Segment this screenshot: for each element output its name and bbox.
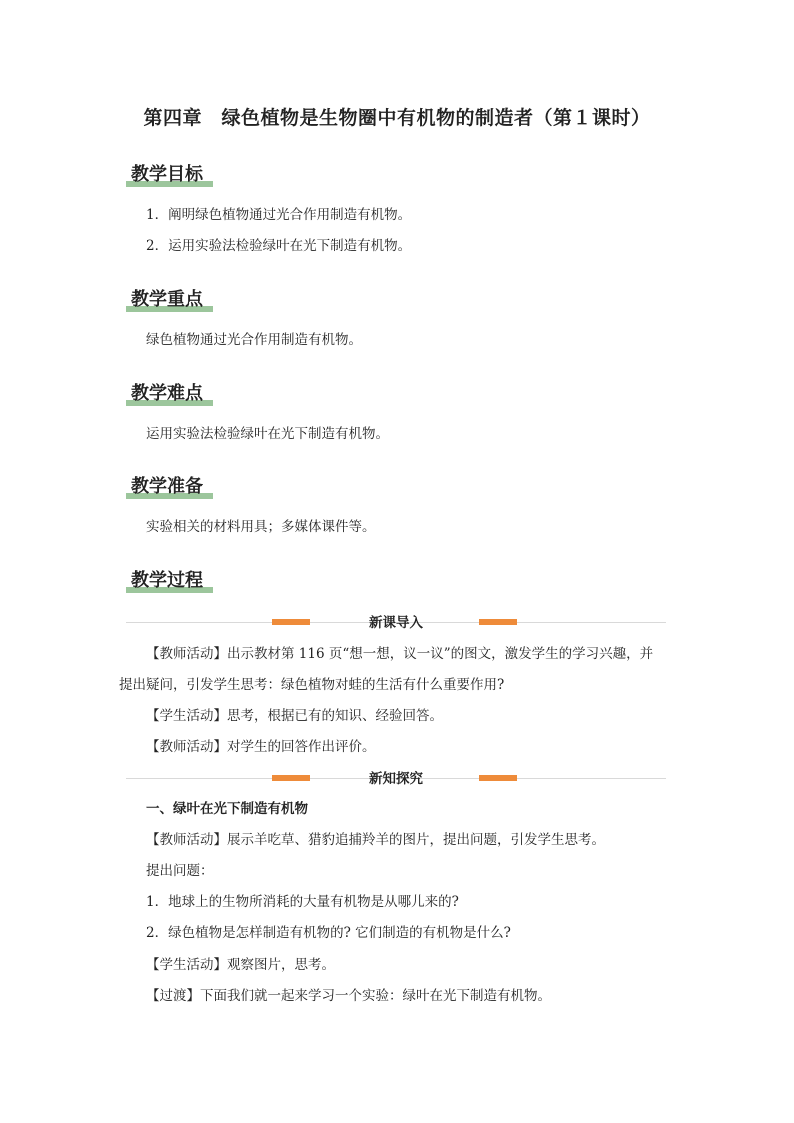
prep-text: 实验相关的材料用具；多媒体课件等。 bbox=[146, 519, 376, 535]
explore-line-1: 【教师活动】展示羊吃草、猎豹追捕羚羊的图片，提出问题，引发学生思考。 bbox=[146, 832, 605, 848]
divider-intro bbox=[126, 615, 666, 631]
key-text: 绿色植物通过光合作用制造有机物。 bbox=[146, 332, 362, 348]
intro-line-3: 【学生活动】思考，根据已有的知识、经验回答。 bbox=[146, 708, 443, 724]
difficulty-text: 运用实验法检验绿叶在光下制造有机物。 bbox=[146, 426, 389, 442]
divider-title: 新课导入 bbox=[369, 615, 423, 631]
page-title: 第四章 绿色植物是生物圈中有机物的制造者（第１课时） bbox=[143, 107, 651, 129]
divider-title: 新知探究 bbox=[369, 771, 423, 787]
explore-line-5: 【学生活动】观察图片，思考。 bbox=[146, 957, 335, 973]
intro-line-1: 【教师活动】出示教材第 116 页“想一想，议一议”的图文，激发学生的学习兴趣，并 bbox=[146, 646, 654, 662]
goal-item-1: 1．阐明绿色植物通过光合作用制造有机物。 bbox=[146, 207, 412, 223]
explore-heading: 一、绿叶在光下制造有机物 bbox=[146, 801, 308, 817]
divider-explore bbox=[126, 771, 666, 787]
section-title: 教学目标 bbox=[131, 164, 203, 185]
section-title: 教学准备 bbox=[131, 476, 203, 497]
explore-line-2: 提出问题： bbox=[146, 863, 214, 879]
section-title: 教学难点 bbox=[131, 383, 203, 404]
goal-item-2: 2．运用实验法检验绿叶在光下制造有机物。 bbox=[146, 238, 412, 254]
intro-line-2: 提出疑问，引发学生思考：绿色植物对蛙的生活有什么重要作用? bbox=[119, 677, 505, 693]
explore-line-6: 【过渡】下面我们就一起来学习一个实验：绿叶在光下制造有机物。 bbox=[146, 988, 551, 1004]
intro-line-4: 【教师活动】对学生的回答作出评价。 bbox=[146, 739, 376, 755]
explore-line-3: 1．地球上的生物所消耗的大量有机物是从哪儿来的? bbox=[146, 894, 459, 910]
section-title: 教学重点 bbox=[131, 289, 203, 310]
explore-line-4: 2．绿色植物是怎样制造有机物的? 它们制造的有机物是什么? bbox=[146, 925, 511, 941]
section-title: 教学过程 bbox=[131, 570, 203, 591]
